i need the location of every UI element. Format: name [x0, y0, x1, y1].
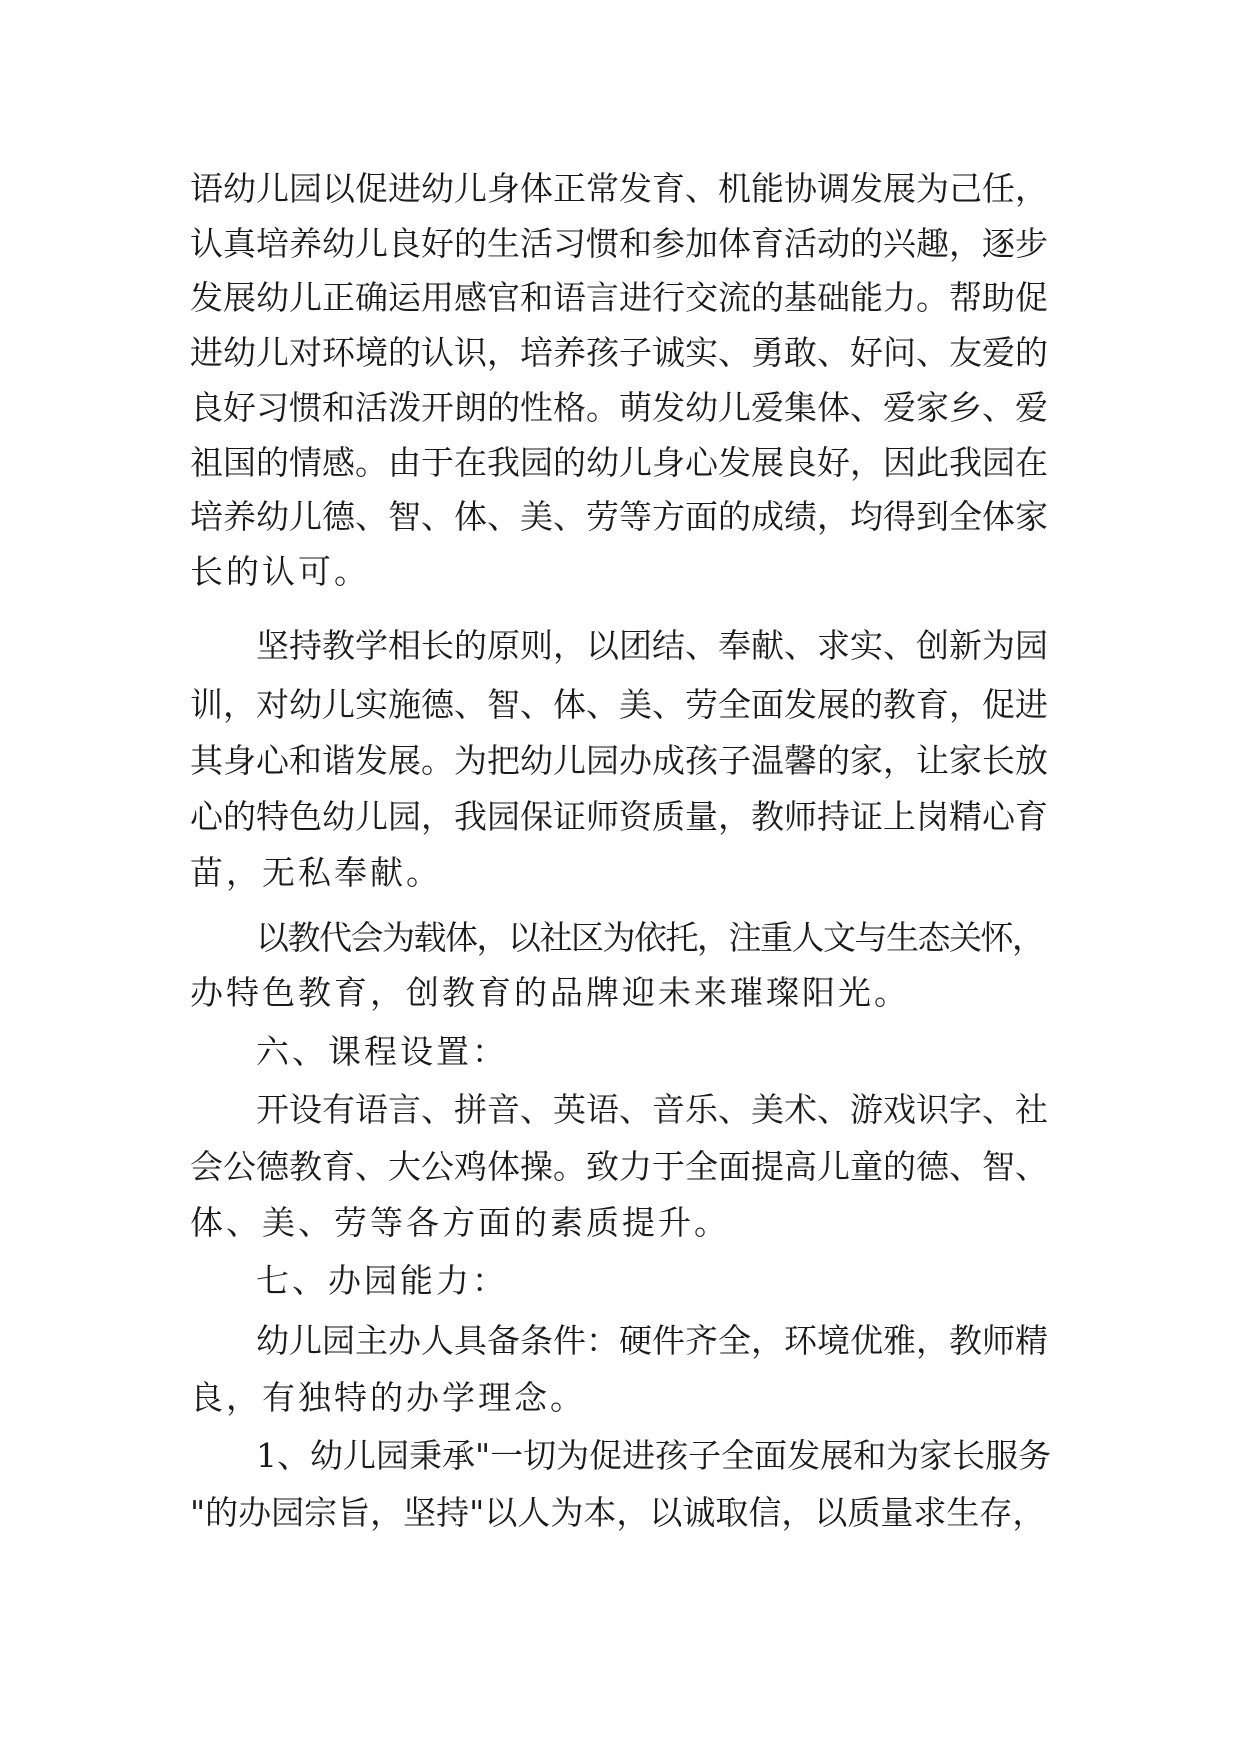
section-heading: 六、课程设置： [256, 1032, 508, 1071]
text-line: 苗，无私奉献。 [190, 853, 442, 892]
text-line: 发展幼儿正确运用感官和语言进行交流的基础能力。帮助促 [190, 278, 1048, 317]
text-line: 其身心和谐发展。为把幼儿园办成孩子温馨的家，让家长放 [190, 741, 1048, 780]
text-line: 语幼儿园以促进幼儿身体正常发育、机能协调发展为己任， [190, 169, 1048, 208]
text-line: 长的认可。 [190, 552, 370, 591]
text-line: 坚持教学相长的原则，以团结、奉献、求实、创新为园 [256, 626, 1048, 665]
text-line: 良好习惯和活泼开朗的性格。萌发幼儿爱集体、爱家乡、爱 [190, 388, 1048, 427]
text-line: 训，对幼儿实施德、智、体、美、劳全面发展的教育，促进 [190, 685, 1048, 724]
text-line: 心的特色幼儿园，我园保证师资质量，教师持证上岗精心育 [190, 797, 1048, 836]
text-line: 体、美、劳等各方面的素质提升。 [190, 1203, 730, 1242]
text-line: 办特色教育，创教育的品牌迎未来璀璨阳光。 [190, 973, 910, 1012]
text-line: 良，有独特的办学理念。 [190, 1378, 586, 1417]
text-line: 会公德教育、大公鸡体操。致力于全面提高儿童的德、智、 [190, 1147, 1048, 1186]
text-line: 认真培养幼儿良好的生活习惯和参加体育活动的兴趣，逐步 [190, 224, 1048, 263]
text-line: 幼儿园主办人具备条件：硬件齐全，环境优雅，教师精 [256, 1321, 1048, 1360]
text-line: "的办园宗旨，坚持"以人为本，以诚取信，以质量求生存， [190, 1493, 1046, 1532]
text-line: 祖国的情感。由于在我园的幼儿身心发展良好，因此我园在 [190, 443, 1048, 482]
text-line: 培养幼儿德、智、体、美、劳等方面的成绩，均得到全体家 [190, 497, 1048, 536]
text-line: 进幼儿对环境的认识，培养孩子诚实、勇敢、好问、友爱的 [190, 333, 1048, 372]
section-heading: 七、办园能力： [256, 1261, 508, 1300]
text-line: 以教代会为载体，以社区为依托，注重人文与生态关怀， [256, 918, 1044, 957]
text-line: 开设有语言、拼音、英语、音乐、美术、游戏识字、社 [256, 1090, 1048, 1129]
text-line: 1、幼儿园秉承"一切为促进孩子全面发展和为家长服务 [256, 1436, 1052, 1475]
